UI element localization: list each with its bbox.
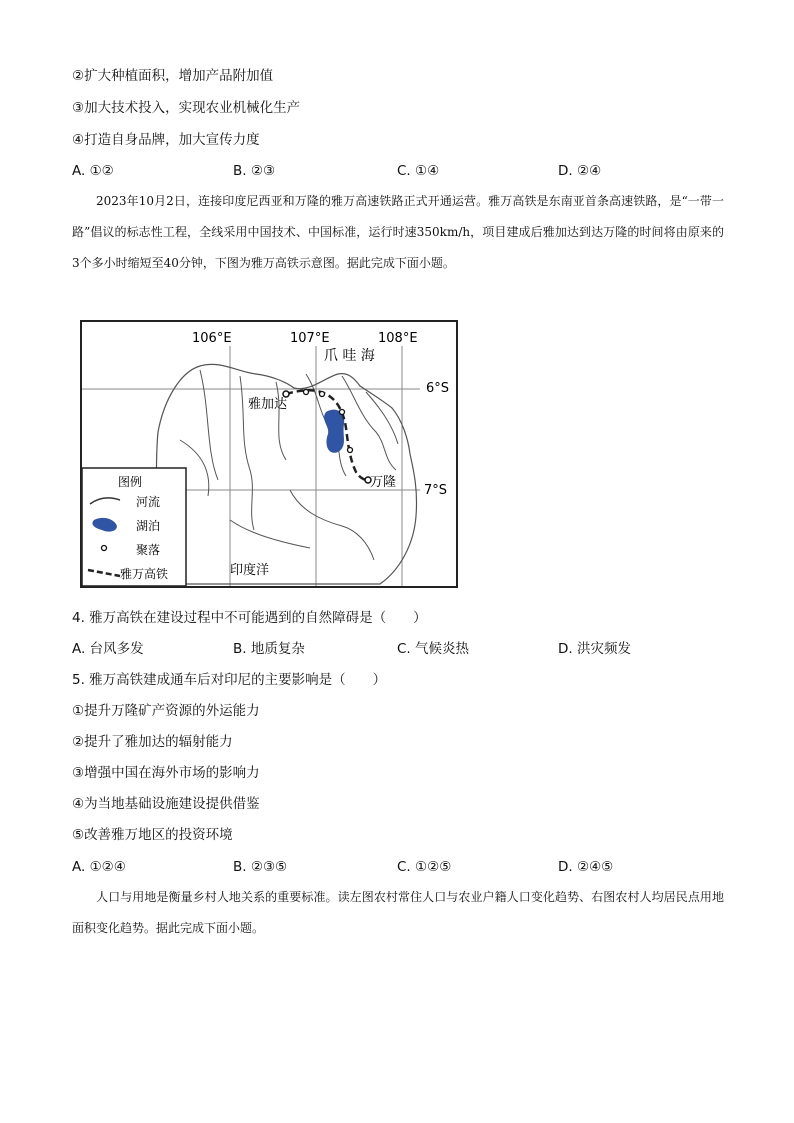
settlement-2: [320, 392, 325, 397]
q5-statement-5: ⑤改善雅万地区的投资环境: [72, 827, 233, 843]
q5-statement-3: ③增强中国在海外市场的影响力: [72, 765, 260, 781]
city-label-bandung: 万隆: [370, 475, 397, 490]
yawan-railway-map: [80, 320, 458, 588]
q4-option-a: A. 台风多发: [72, 641, 144, 657]
map-legend: [82, 468, 186, 586]
passage-rural-land: [72, 882, 724, 944]
lon-label-107: 107°E: [290, 331, 330, 346]
q5-option-c: C. ①②⑤: [397, 859, 452, 875]
settlement-1: [304, 390, 309, 395]
lat-label-7s: 7°S: [424, 483, 448, 498]
q5-statement-4: ④为当地基础设施建设提供借鉴: [72, 796, 260, 812]
legend-title: 图例: [118, 475, 143, 489]
q5-option-a: A. ①②④: [72, 859, 126, 875]
passage-yawan-text: 2023年10月2日，连接印度尼西亚和万隆的雅万高速铁路正式开通运营。雅万高铁是东南亚首条高速铁路，是“一带一路”倡议的标志性工程，全线采用中国技术、中国标准，运行时速350km/h，项目建成后雅加达到达万隆的时间将由原来的3个多小时缩短至40分钟，下图为雅万高铁示意图。据此完成下面小题。: [72, 194, 724, 270]
legend-settlement-icon: [102, 546, 107, 551]
q5-statement-2: ②提升了雅加达的辐射能力: [72, 734, 233, 750]
ocean-label: 印度洋: [230, 563, 270, 578]
q5-statement-1: ①提升万隆矿产资源的外运能力: [72, 703, 260, 719]
city-label-jakarta: 雅加达: [248, 397, 288, 412]
q4-stem: 4. 雅万高铁在建设过程中不可能遇到的自然障碍是（ ）: [72, 610, 427, 626]
q4-option-b: B. 地质复杂: [233, 641, 305, 657]
passage-rural-text: 人口与用地是衡量乡村人地关系的重要标准。读左图农村常住人口与农业户籍人口变化趋势、右图农村人均居民点用地面积变化趋势。据此完成下面小题。: [72, 890, 724, 935]
settlement-3: [340, 410, 345, 415]
q4-option-d: D. 洪灾频发: [558, 641, 631, 657]
q3-option-b: B. ②③: [233, 163, 276, 179]
settlement-4: [348, 448, 353, 453]
q3-option-d: D. ②④: [558, 163, 602, 179]
q3-statement-4: ④打造自身品牌，加大宣传力度: [72, 132, 260, 148]
q5-option-b: B. ②③⑤: [233, 859, 288, 875]
q5-option-d: D. ②④⑤: [558, 859, 614, 875]
map-svg: [80, 320, 458, 588]
q3-option-a: A. ①②: [72, 163, 114, 179]
q4-option-c: C. 气候炎热: [397, 641, 470, 657]
q3-statement-2: ②扩大种植面积，增加产品附加值: [72, 68, 274, 84]
legend-settlement-label: 聚落: [136, 543, 161, 557]
q3-option-c: C. ①④: [397, 163, 440, 179]
q5-stem: 5. 雅万高铁建成通车后对印尼的主要影响是（ ）: [72, 672, 387, 688]
passage-yawan-railway: [72, 186, 724, 279]
legend-lake-label: 湖泊: [136, 519, 161, 533]
lon-label-106: 106°E: [192, 331, 232, 346]
lat-label-6s: 6°S: [426, 381, 450, 396]
sea-label: 爪 哇 海: [324, 348, 375, 364]
legend-river-label: 河流: [136, 495, 161, 509]
lon-label-108: 108°E: [378, 331, 418, 346]
q3-statement-3: ③加大技术投入，实现农业机械化生产: [72, 100, 301, 116]
legend-railway-label: 雅万高铁: [120, 567, 169, 581]
